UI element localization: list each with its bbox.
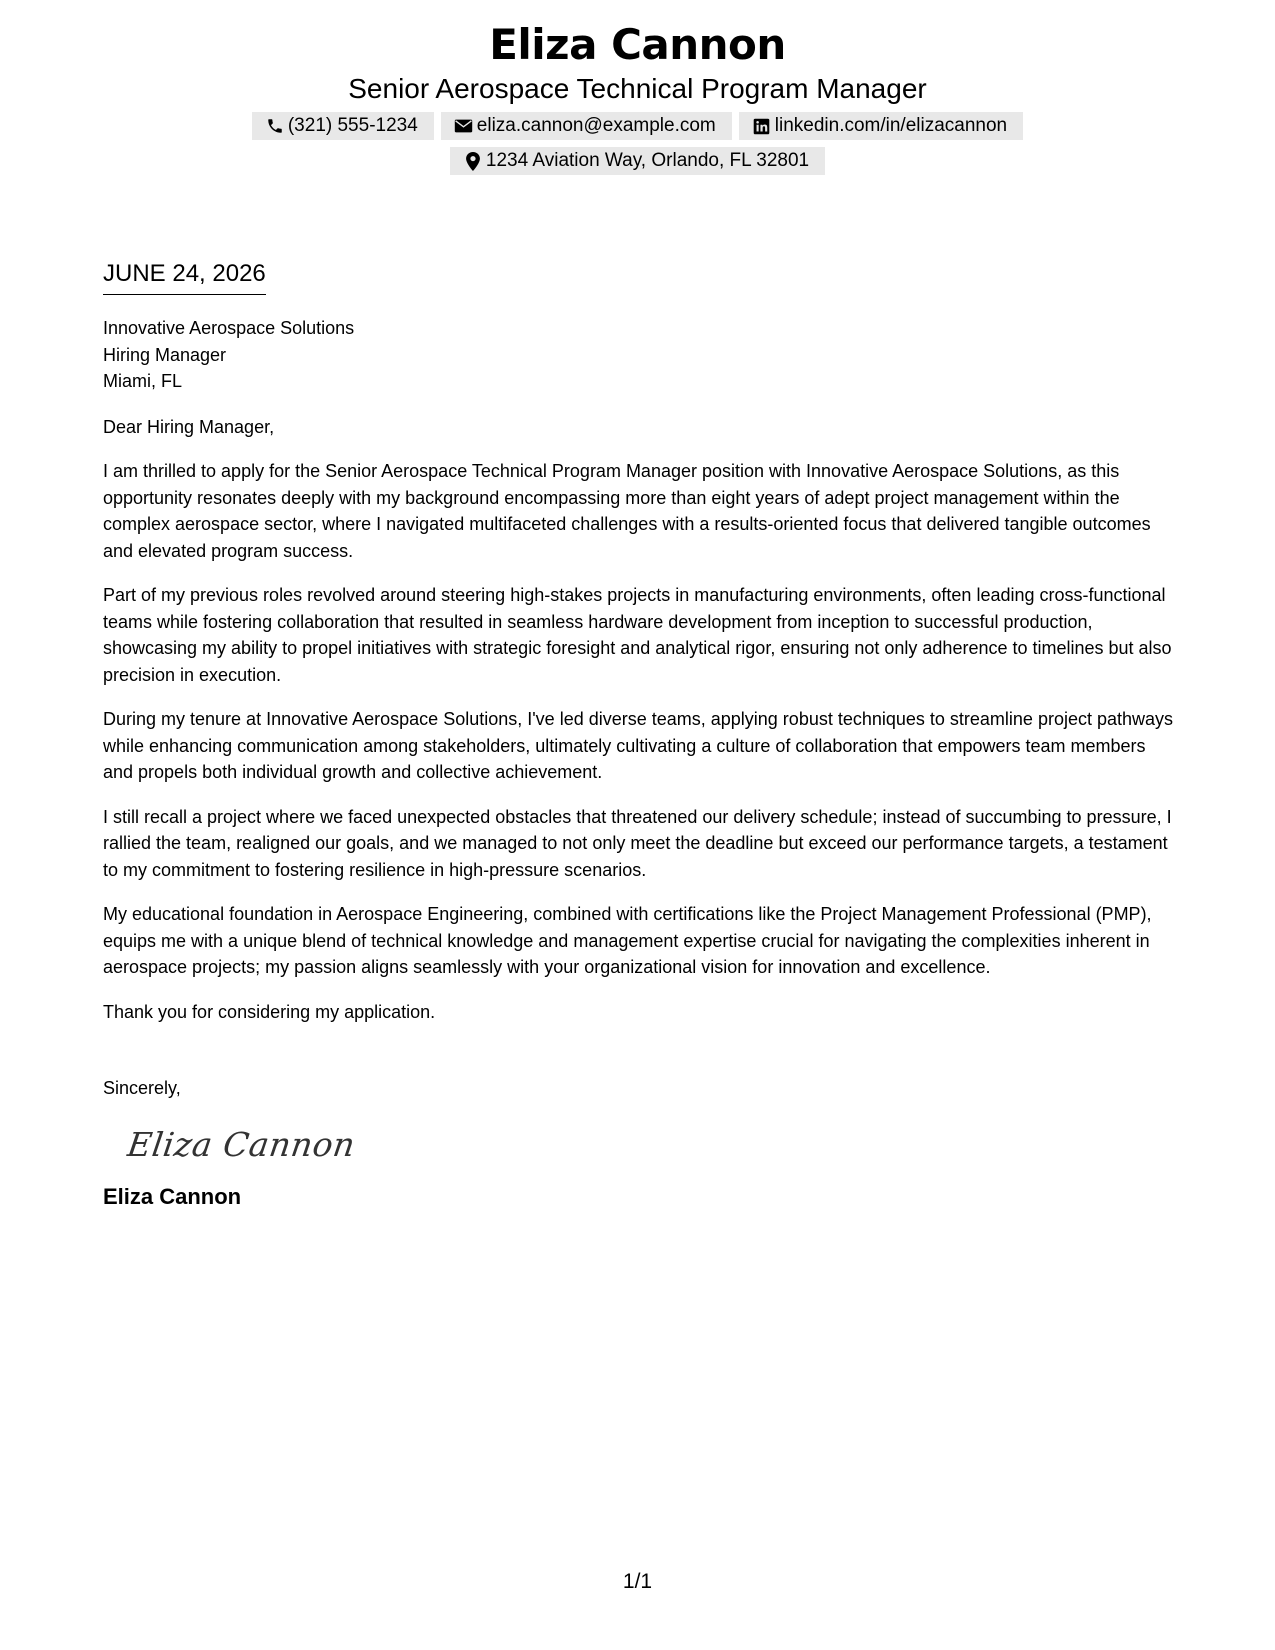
- handwritten-signature: [125, 1120, 371, 1166]
- map-pin-icon: [463, 151, 483, 171]
- contact-row-address: [0, 147, 1275, 175]
- email-text[interactable]: eliza.cannon@example.com: [476, 115, 716, 136]
- page-number: 1/1: [622, 1570, 653, 1593]
- address-text: 1234 Aviation Way, Orlando, FL 32801: [485, 150, 810, 171]
- letter-date: JUNE 24, 2026: [103, 258, 266, 295]
- letter-header: [0, 18, 1275, 175]
- applicant-title: Senior Aerospace Technical Program Manager: [348, 73, 927, 104]
- paragraph-thanks: Thank you for considering my application.: [103, 1001, 436, 1022]
- contact-address: [450, 147, 825, 175]
- paragraph-4: I still recall a project where we faced unexpected obstacles that threatened our delivery schedule; instead of succumbing to pressure, I rallied the team, realigned our goals, and we managed to not only meet the deadline but exceed our performance targets, a testament to my commitment to fostering resilience in high-pressure scenarios.: [103, 806, 1172, 880]
- paragraph-5: My educational foundation in Aerospace Engineering, combined with certifications like the Project Management Professional (PMP), equips me with a unique blend of technical knowledge and management expertise crucial for navigating the complexities inherent in aerospace projects; my passion aligns seamlessly with your organizational vision for innovation and excellence.: [103, 904, 1152, 977]
- signed-name: Eliza Cannon: [103, 1183, 242, 1209]
- letter-body: [103, 258, 1178, 1212]
- recipient-company: Innovative Aerospace Solutions: [103, 318, 355, 338]
- recipient-location: Miami, FL: [103, 371, 183, 391]
- linkedin-icon: [752, 116, 772, 136]
- signature-text: Eliza Cannon: [125, 1124, 358, 1164]
- phone-text: (321) 555-1234: [287, 115, 418, 136]
- contact-row: [0, 112, 1275, 140]
- contact-phone: [252, 112, 434, 140]
- contact-email[interactable]: [441, 112, 732, 140]
- linkedin-text[interactable]: linkedin.com/in/elizacannon: [774, 115, 1008, 136]
- paragraph-3: During my tenure at Innovative Aerospace Solutions, I've led diverse teams, applying robust techniques to streamline project pathways while enhancing communication among stakeholders, ultimately cultivating a culture of collaboration that empowers team members and propels both individual growth and collective achievement.: [103, 709, 1174, 782]
- contact-linkedin[interactable]: [739, 112, 1023, 140]
- recipient-block: [103, 315, 1178, 395]
- envelope-icon: [454, 116, 474, 136]
- paragraph-1: I am thrilled to apply for the Senior Aerospace Technical Program Manager position with Innovative Aerospace Solutions, as this opportunity resonates deeply with my background encompassing more than eight years of adept project management within the complex aerospace sector, where I navigated multifaceted challenges with a results-oriented focus that delivered tangible outcomes and elevated program success.: [103, 461, 1151, 561]
- paragraph-2: Part of my previous roles revolved around steering high-stakes projects in manufacturing environments, often leading cross-functional teams while fostering collaboration that resulted in seamless hardware development from inception to successful production, showcasing my ability to propel initiatives with strategic foresight and analytical rigor, ensuring not only adherence to timelines but also precision in execution.: [103, 585, 1172, 685]
- phone-icon: [265, 116, 285, 136]
- applicant-name: Eliza Cannon: [489, 20, 786, 69]
- closing: Sincerely,: [103, 1078, 181, 1098]
- recipient-role: Hiring Manager: [103, 344, 227, 365]
- salutation: Dear Hiring Manager,: [103, 416, 275, 437]
